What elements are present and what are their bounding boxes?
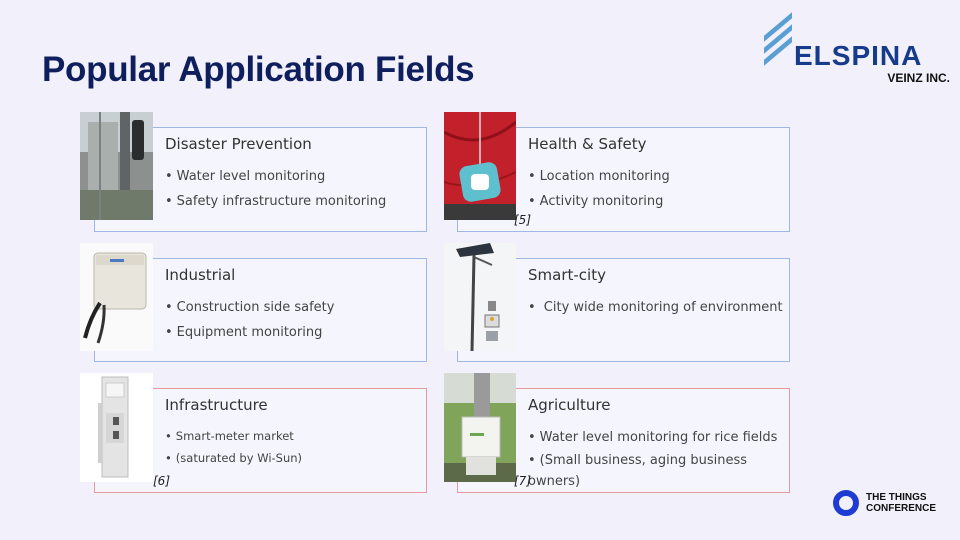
list-item: • Smart-meter market: [165, 429, 294, 443]
card-title: Agriculture: [528, 396, 611, 414]
bullet-list: [528, 295, 783, 320]
card-title: Disaster Prevention: [165, 135, 312, 153]
bullet-list: [165, 164, 386, 214]
list-item: • Equipment monitoring: [165, 325, 323, 340]
sensor-photo-industrial: [80, 243, 153, 351]
logo-name: ELSPINA: [794, 40, 923, 71]
card-title: Industrial: [165, 266, 236, 284]
sensor-photo-agriculture: [444, 373, 516, 482]
ttc-line2: CONFERENCE: [866, 503, 937, 514]
bullet-list: [528, 425, 783, 492]
card-title: Health & Safety: [528, 135, 647, 153]
the-things-conference-logo: [833, 488, 948, 518]
list-item: • (Small business, aging business owners): [528, 453, 748, 489]
list-item: • (saturated by Wi-Sun): [165, 451, 303, 465]
logo-stripes-icon: [764, 10, 794, 66]
list-item: • Activity monitoring: [528, 194, 664, 209]
reference-label: [6]: [153, 474, 170, 488]
list-item: • Water level monitoring for rice fields: [528, 430, 778, 445]
sensor-photo-disaster: [80, 112, 153, 220]
page-title: Popular Application Fields: [42, 50, 475, 89]
list-item: • Water level monitoring: [165, 169, 326, 184]
list-item: • City wide monitoring of environment: [528, 300, 783, 315]
reference-label: [7]: [514, 474, 531, 488]
sensor-photo-smart-city: [444, 243, 516, 351]
ttc-ring-icon: [833, 490, 859, 516]
reference-label: [5]: [514, 213, 531, 227]
list-item: • Safety infrastructure monitoring: [165, 194, 387, 209]
logo-subtitle: VEINZ INC.: [887, 71, 950, 85]
card-title: Smart-city: [528, 266, 606, 284]
sensor-photo-infrastructure: [80, 373, 153, 482]
bullet-list: [165, 425, 302, 469]
list-item: • Construction side safety: [165, 300, 335, 315]
list-item: • Location monitoring: [528, 169, 670, 184]
sensor-photo-health: [444, 112, 516, 220]
bullet-list: [528, 164, 670, 214]
elspina-logo: [764, 10, 954, 88]
card-title: Infrastructure: [165, 396, 268, 414]
ttc-line1: THE THINGS: [866, 492, 927, 503]
bullet-list: [165, 295, 334, 345]
